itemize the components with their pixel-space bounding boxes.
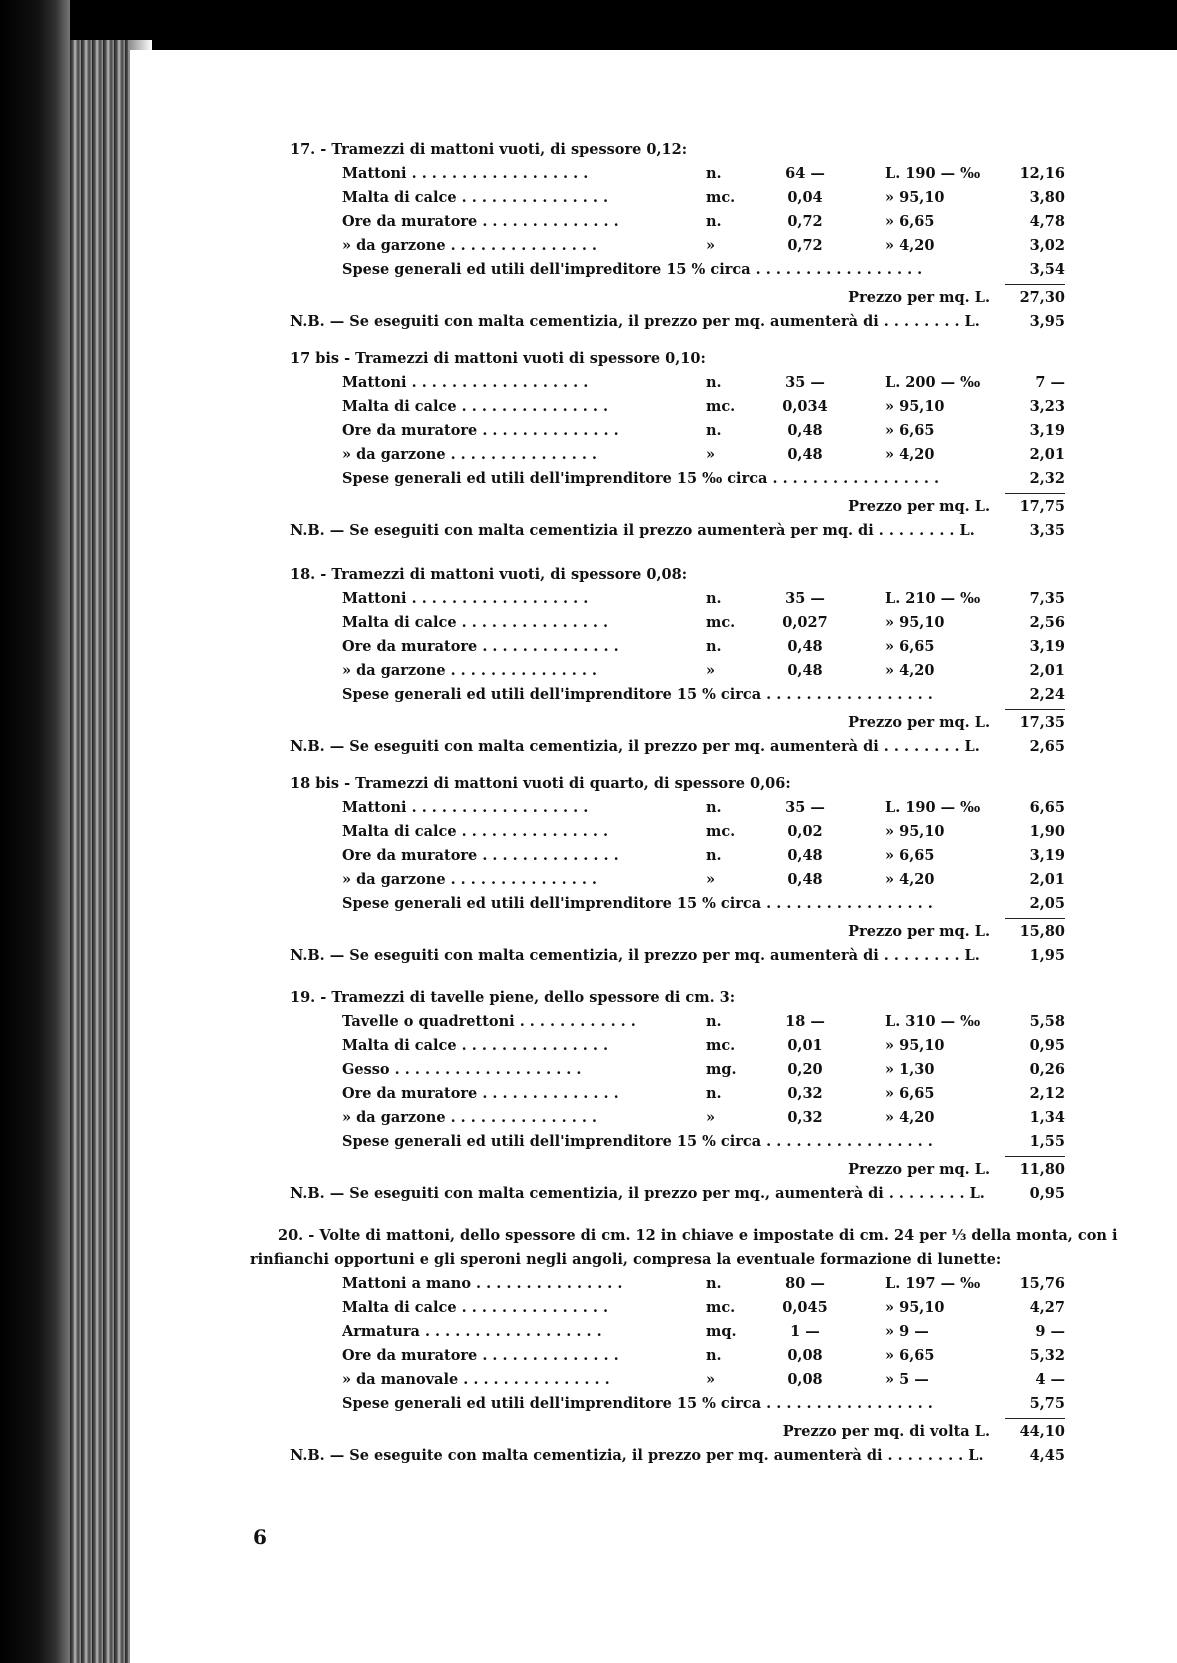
total-label: Prezzo per mq. L.: [848, 289, 990, 306]
nb-text: N.B. — Se eseguiti con malta cementizia, il prezzo per mq. aumenterà di . . . . . . . . L.: [290, 313, 980, 330]
item-unit: mc.: [706, 823, 736, 840]
item-price: » 95,10: [885, 398, 945, 415]
item-price: » 4,20: [885, 446, 935, 463]
item-unit: n.: [706, 1275, 722, 1292]
item-qty: 18 —: [785, 1013, 825, 1030]
item-price: » 4,20: [885, 1109, 935, 1126]
item-price: » 95,10: [885, 189, 945, 206]
item-amount: 0,26: [1029, 1061, 1065, 1078]
item-label: Tavelle o quadrettoni . . . . . . . . . . . .: [342, 1013, 636, 1030]
item-qty: 35 —: [785, 799, 825, 816]
item-label: Ore da muratore . . . . . . . . . . . . . .: [342, 1347, 619, 1364]
total-label: Prezzo per mq. L.: [848, 923, 990, 940]
item-row: [0, 590, 1177, 612]
item-price: » 6,65: [885, 847, 935, 864]
item-unit: n.: [706, 847, 722, 864]
item-unit: »: [706, 662, 716, 679]
item-row: [0, 847, 1177, 869]
item-price: » 95,10: [885, 614, 945, 631]
item-label: Malta di calce . . . . . . . . . . . . . . .: [342, 614, 609, 631]
item-label: » da garzone . . . . . . . . . . . . . . .: [342, 662, 597, 679]
item-unit: n.: [706, 213, 722, 230]
overhead-amount: 2,24: [1029, 686, 1065, 703]
item-label: Mattoni a mano . . . . . . . . . . . . . . .: [342, 1275, 623, 1292]
total-rule: [1005, 284, 1065, 285]
item-qty: 0,48: [787, 422, 823, 439]
item-qty: 80 —: [785, 1275, 825, 1292]
item-amount: 2,12: [1029, 1085, 1065, 1102]
item-unit: n.: [706, 1013, 722, 1030]
item-amount: 1,90: [1029, 823, 1065, 840]
total-amount: 17,35: [1019, 714, 1065, 731]
total-label: Prezzo per mq. L.: [848, 714, 990, 731]
item-qty: 0,48: [787, 871, 823, 888]
item-qty: 0,027: [782, 614, 828, 631]
item-row: [0, 1275, 1177, 1297]
overhead-label: Spese generali ed utili dell'imprenditore 15 ‰ circa . . . . . . . . . . . . . . . . .: [342, 470, 940, 487]
nb-row: [0, 947, 1177, 969]
page-number: 6: [253, 1525, 267, 1549]
item-unit: »: [706, 446, 716, 463]
item-row: [0, 823, 1177, 845]
overhead-row: [0, 261, 1177, 283]
item-qty: 64 —: [785, 165, 825, 182]
overhead-row: [0, 470, 1177, 492]
total-amount: 15,80: [1019, 923, 1065, 940]
item-amount: 5,32: [1029, 1347, 1065, 1364]
item-amount: 3,02: [1029, 237, 1065, 254]
item-label: Mattoni . . . . . . . . . . . . . . . . . .: [342, 799, 589, 816]
item-label: Malta di calce . . . . . . . . . . . . . . .: [342, 1037, 609, 1054]
item-qty: 0,32: [787, 1085, 823, 1102]
item-row: [0, 1299, 1177, 1321]
item-qty: 0,04: [787, 189, 823, 206]
item-unit: n.: [706, 799, 722, 816]
total-label: Prezzo per mq. di volta L.: [782, 1423, 990, 1440]
item-price: L. 197 — ‰: [885, 1275, 981, 1292]
item-amount: 3,80: [1029, 189, 1065, 206]
item-label: » da garzone . . . . . . . . . . . . . . .: [342, 446, 597, 463]
item-unit: »: [706, 1371, 716, 1388]
item-price: » 95,10: [885, 1299, 945, 1316]
item-price: » 95,10: [885, 1037, 945, 1054]
item-price: » 6,65: [885, 1085, 935, 1102]
item-label: » da garzone . . . . . . . . . . . . . . .: [342, 1109, 597, 1126]
overhead-amount: 1,55: [1029, 1133, 1065, 1150]
nb-amount: 3,95: [1029, 313, 1065, 330]
item-label: Malta di calce . . . . . . . . . . . . . . .: [342, 1299, 609, 1316]
item-unit: mg.: [706, 1061, 737, 1078]
overhead-amount: 2,32: [1029, 470, 1065, 487]
item-amount: 0,95: [1029, 1037, 1065, 1054]
nb-amount: 2,65: [1029, 738, 1065, 755]
item-qty: 0,01: [787, 1037, 823, 1054]
item-qty: 0,48: [787, 638, 823, 655]
total-row: [0, 714, 1177, 736]
overhead-label: Spese generali ed utili dell'imprenditore 15 % circa . . . . . . . . . . . . . . . . .: [342, 1395, 933, 1412]
item-amount: 9 —: [1035, 1323, 1065, 1340]
item-amount: 15,76: [1019, 1275, 1065, 1292]
item-unit: »: [706, 871, 716, 888]
item-label: Malta di calce . . . . . . . . . . . . . . .: [342, 823, 609, 840]
item-label: Armatura . . . . . . . . . . . . . . . . . .: [342, 1323, 602, 1340]
item-price: » 6,65: [885, 422, 935, 439]
item-row: [0, 1323, 1177, 1345]
nb-text: N.B. — Se eseguiti con malta cementizia, il prezzo per mq. aumenterà di . . . . . . . . L.: [290, 947, 980, 964]
item-amount: 6,65: [1029, 799, 1065, 816]
item-row: [0, 614, 1177, 636]
item-label: Malta di calce . . . . . . . . . . . . . . .: [342, 398, 609, 415]
total-row: [0, 498, 1177, 520]
item-price: L. 310 — ‰: [885, 1013, 981, 1030]
item-unit: mq.: [706, 1323, 737, 1340]
item-unit: n.: [706, 1347, 722, 1364]
overhead-label: Spese generali ed utili dell'impreditore 15 % circa . . . . . . . . . . . . . . . . .: [342, 261, 923, 278]
item-amount: 3,23: [1029, 398, 1065, 415]
item-amount: 2,01: [1029, 662, 1065, 679]
item-price: » 5 —: [885, 1371, 929, 1388]
section-heading: 18 bis - Tramezzi di mattoni vuoti di quarto, di spessore 0,06:: [290, 775, 791, 792]
item-unit: »: [706, 237, 716, 254]
overhead-row: [0, 1133, 1177, 1155]
item-amount: 4,27: [1029, 1299, 1065, 1316]
item-label: » da garzone . . . . . . . . . . . . . . .: [342, 871, 597, 888]
item-qty: 0,20: [787, 1061, 823, 1078]
overhead-label: Spese generali ed utili dell'imprenditore 15 % circa . . . . . . . . . . . . . . . . .: [342, 895, 933, 912]
item-row: [0, 165, 1177, 187]
item-row: [0, 799, 1177, 821]
overhead-amount: 5,75: [1029, 1395, 1065, 1412]
section-heading: 19. - Tramezzi di tavelle piene, dello spessore di cm. 3:: [290, 989, 736, 1006]
item-label: Ore da muratore . . . . . . . . . . . . . .: [342, 1085, 619, 1102]
section-heading: 20. - Volte di mattoni, dello spessore di cm. 12 in chiave e impostate di cm. 24 per ⅓ della monta, con i: [278, 1227, 1118, 1244]
total-amount: 11,80: [1019, 1161, 1065, 1178]
item-price: » 95,10: [885, 823, 945, 840]
item-amount: 3,19: [1029, 847, 1065, 864]
item-unit: n.: [706, 165, 722, 182]
item-amount: 2,01: [1029, 871, 1065, 888]
item-price: » 4,20: [885, 662, 935, 679]
item-row: [0, 237, 1177, 259]
item-qty: 0,034: [782, 398, 828, 415]
item-label: Mattoni . . . . . . . . . . . . . . . . . .: [342, 590, 589, 607]
item-qty: 0,72: [787, 213, 823, 230]
total-rule: [1005, 1418, 1065, 1419]
section-heading: 17. - Tramezzi di mattoni vuoti, di spessore 0,12:: [290, 141, 688, 158]
item-row: [0, 189, 1177, 211]
overhead-row: [0, 1395, 1177, 1417]
item-price: » 6,65: [885, 1347, 935, 1364]
overhead-amount: 3,54: [1029, 261, 1065, 278]
overhead-row: [0, 686, 1177, 708]
total-row: [0, 923, 1177, 945]
item-amount: 2,01: [1029, 446, 1065, 463]
item-qty: 0,02: [787, 823, 823, 840]
item-amount: 5,58: [1029, 1013, 1065, 1030]
item-row: [0, 871, 1177, 893]
item-row: [0, 1061, 1177, 1083]
nb-row: [0, 313, 1177, 335]
nb-text: N.B. — Se eseguiti con malta cementizia, il prezzo per mq., aumenterà di . . . . . . . . L.: [290, 1185, 985, 1202]
nb-amount: 1,95: [1029, 947, 1065, 964]
item-amount: 1,34: [1029, 1109, 1065, 1126]
section-heading: 17 bis - Tramezzi di mattoni vuoti di spessore 0,10:: [290, 350, 706, 367]
item-qty: 0,48: [787, 847, 823, 864]
total-label: Prezzo per mq. L.: [848, 1161, 990, 1178]
item-unit: »: [706, 1109, 716, 1126]
item-unit: mc.: [706, 1037, 736, 1054]
item-price: L. 200 — ‰: [885, 374, 981, 391]
nb-amount: 3,35: [1029, 522, 1065, 539]
item-unit: n.: [706, 590, 722, 607]
section-heading-continuation: rinfianchi opportuni e gli speroni negli angoli, compresa la eventuale formazione di lunette:: [250, 1251, 1002, 1268]
item-price: » 1,30: [885, 1061, 935, 1078]
item-row: [0, 1013, 1177, 1035]
item-label: Mattoni . . . . . . . . . . . . . . . . . .: [342, 374, 589, 391]
total-row: [0, 1161, 1177, 1183]
item-unit: mc.: [706, 398, 736, 415]
total-rule: [1005, 493, 1065, 494]
item-qty: 0,48: [787, 662, 823, 679]
total-label: Prezzo per mq. L.: [848, 498, 990, 515]
item-unit: n.: [706, 374, 722, 391]
item-amount: 7 —: [1035, 374, 1065, 391]
nb-row: [0, 522, 1177, 544]
item-row: [0, 1037, 1177, 1059]
total-row: [0, 1423, 1177, 1445]
item-row: [0, 446, 1177, 468]
total-row: [0, 289, 1177, 311]
item-label: Mattoni . . . . . . . . . . . . . . . . . .: [342, 165, 589, 182]
item-label: Ore da muratore . . . . . . . . . . . . . .: [342, 847, 619, 864]
section-heading: 18. - Tramezzi di mattoni vuoti, di spessore 0,08:: [290, 566, 688, 583]
item-qty: 0,48: [787, 446, 823, 463]
item-row: [0, 1109, 1177, 1131]
nb-text: N.B. — Se eseguite con malta cementizia, il prezzo per mq. aumenterà di . . . . . . . . L.: [290, 1447, 984, 1464]
item-label: » da manovale . . . . . . . . . . . . . . .: [342, 1371, 610, 1388]
item-price: L. 190 — ‰: [885, 799, 981, 816]
total-amount: 17,75: [1019, 498, 1065, 515]
nb-amount: 0,95: [1029, 1185, 1065, 1202]
item-row: [0, 638, 1177, 660]
nb-row: [0, 1447, 1177, 1469]
overhead-amount: 2,05: [1029, 895, 1065, 912]
item-amount: 3,19: [1029, 422, 1065, 439]
total-rule: [1005, 709, 1065, 710]
item-price: L. 190 — ‰: [885, 165, 981, 182]
item-qty: 0,08: [787, 1347, 823, 1364]
item-label: Malta di calce . . . . . . . . . . . . . . .: [342, 189, 609, 206]
item-unit: mc.: [706, 189, 736, 206]
item-unit: n.: [706, 638, 722, 655]
item-row: [0, 374, 1177, 396]
item-unit: mc.: [706, 614, 736, 631]
item-qty: 0,045: [782, 1299, 828, 1316]
item-qty: 1 —: [790, 1323, 820, 1340]
item-qty: 35 —: [785, 590, 825, 607]
item-row: [0, 398, 1177, 420]
item-row: [0, 1085, 1177, 1107]
total-amount: 44,10: [1019, 1423, 1065, 1440]
item-price: » 4,20: [885, 871, 935, 888]
item-price: » 9 —: [885, 1323, 929, 1340]
item-label: Ore da muratore . . . . . . . . . . . . . .: [342, 213, 619, 230]
item-unit: mc.: [706, 1299, 736, 1316]
item-amount: 4 —: [1035, 1371, 1065, 1388]
item-unit: n.: [706, 422, 722, 439]
item-amount: 3,19: [1029, 638, 1065, 655]
item-price: » 4,20: [885, 237, 935, 254]
item-amount: 2,56: [1029, 614, 1065, 631]
item-label: Ore da muratore . . . . . . . . . . . . . .: [342, 422, 619, 439]
item-qty: 0,32: [787, 1109, 823, 1126]
overhead-row: [0, 895, 1177, 917]
overhead-label: Spese generali ed utili dell'imprenditore 15 % circa . . . . . . . . . . . . . . . . .: [342, 686, 933, 703]
nb-row: [0, 738, 1177, 760]
item-row: [0, 662, 1177, 684]
item-unit: n.: [706, 1085, 722, 1102]
item-row: [0, 422, 1177, 444]
nb-text: N.B. — Se eseguiti con malta cementizia il prezzo aumenterà per mq. di . . . . . . . . L.: [290, 522, 975, 539]
item-price: L. 210 — ‰: [885, 590, 981, 607]
nb-text: N.B. — Se eseguiti con malta cementizia, il prezzo per mq. aumenterà di . . . . . . . . L.: [290, 738, 980, 755]
item-amount: 12,16: [1019, 165, 1065, 182]
item-qty: 0,72: [787, 237, 823, 254]
item-amount: 7,35: [1029, 590, 1065, 607]
total-rule: [1005, 918, 1065, 919]
item-amount: 4,78: [1029, 213, 1065, 230]
item-label: Gesso . . . . . . . . . . . . . . . . . . .: [342, 1061, 582, 1078]
total-amount: 27,30: [1019, 289, 1065, 306]
item-qty: 0,08: [787, 1371, 823, 1388]
item-qty: 35 —: [785, 374, 825, 391]
item-label: Ore da muratore . . . . . . . . . . . . . .: [342, 638, 619, 655]
total-rule: [1005, 1156, 1065, 1157]
nb-row: [0, 1185, 1177, 1207]
item-row: [0, 213, 1177, 235]
item-row: [0, 1347, 1177, 1369]
nb-amount: 4,45: [1029, 1447, 1065, 1464]
item-row: [0, 1371, 1177, 1393]
item-label: » da garzone . . . . . . . . . . . . . . .: [342, 237, 597, 254]
item-price: » 6,65: [885, 638, 935, 655]
item-price: » 6,65: [885, 213, 935, 230]
overhead-label: Spese generali ed utili dell'imprenditore 15 % circa . . . . . . . . . . . . . . . . .: [342, 1133, 933, 1150]
